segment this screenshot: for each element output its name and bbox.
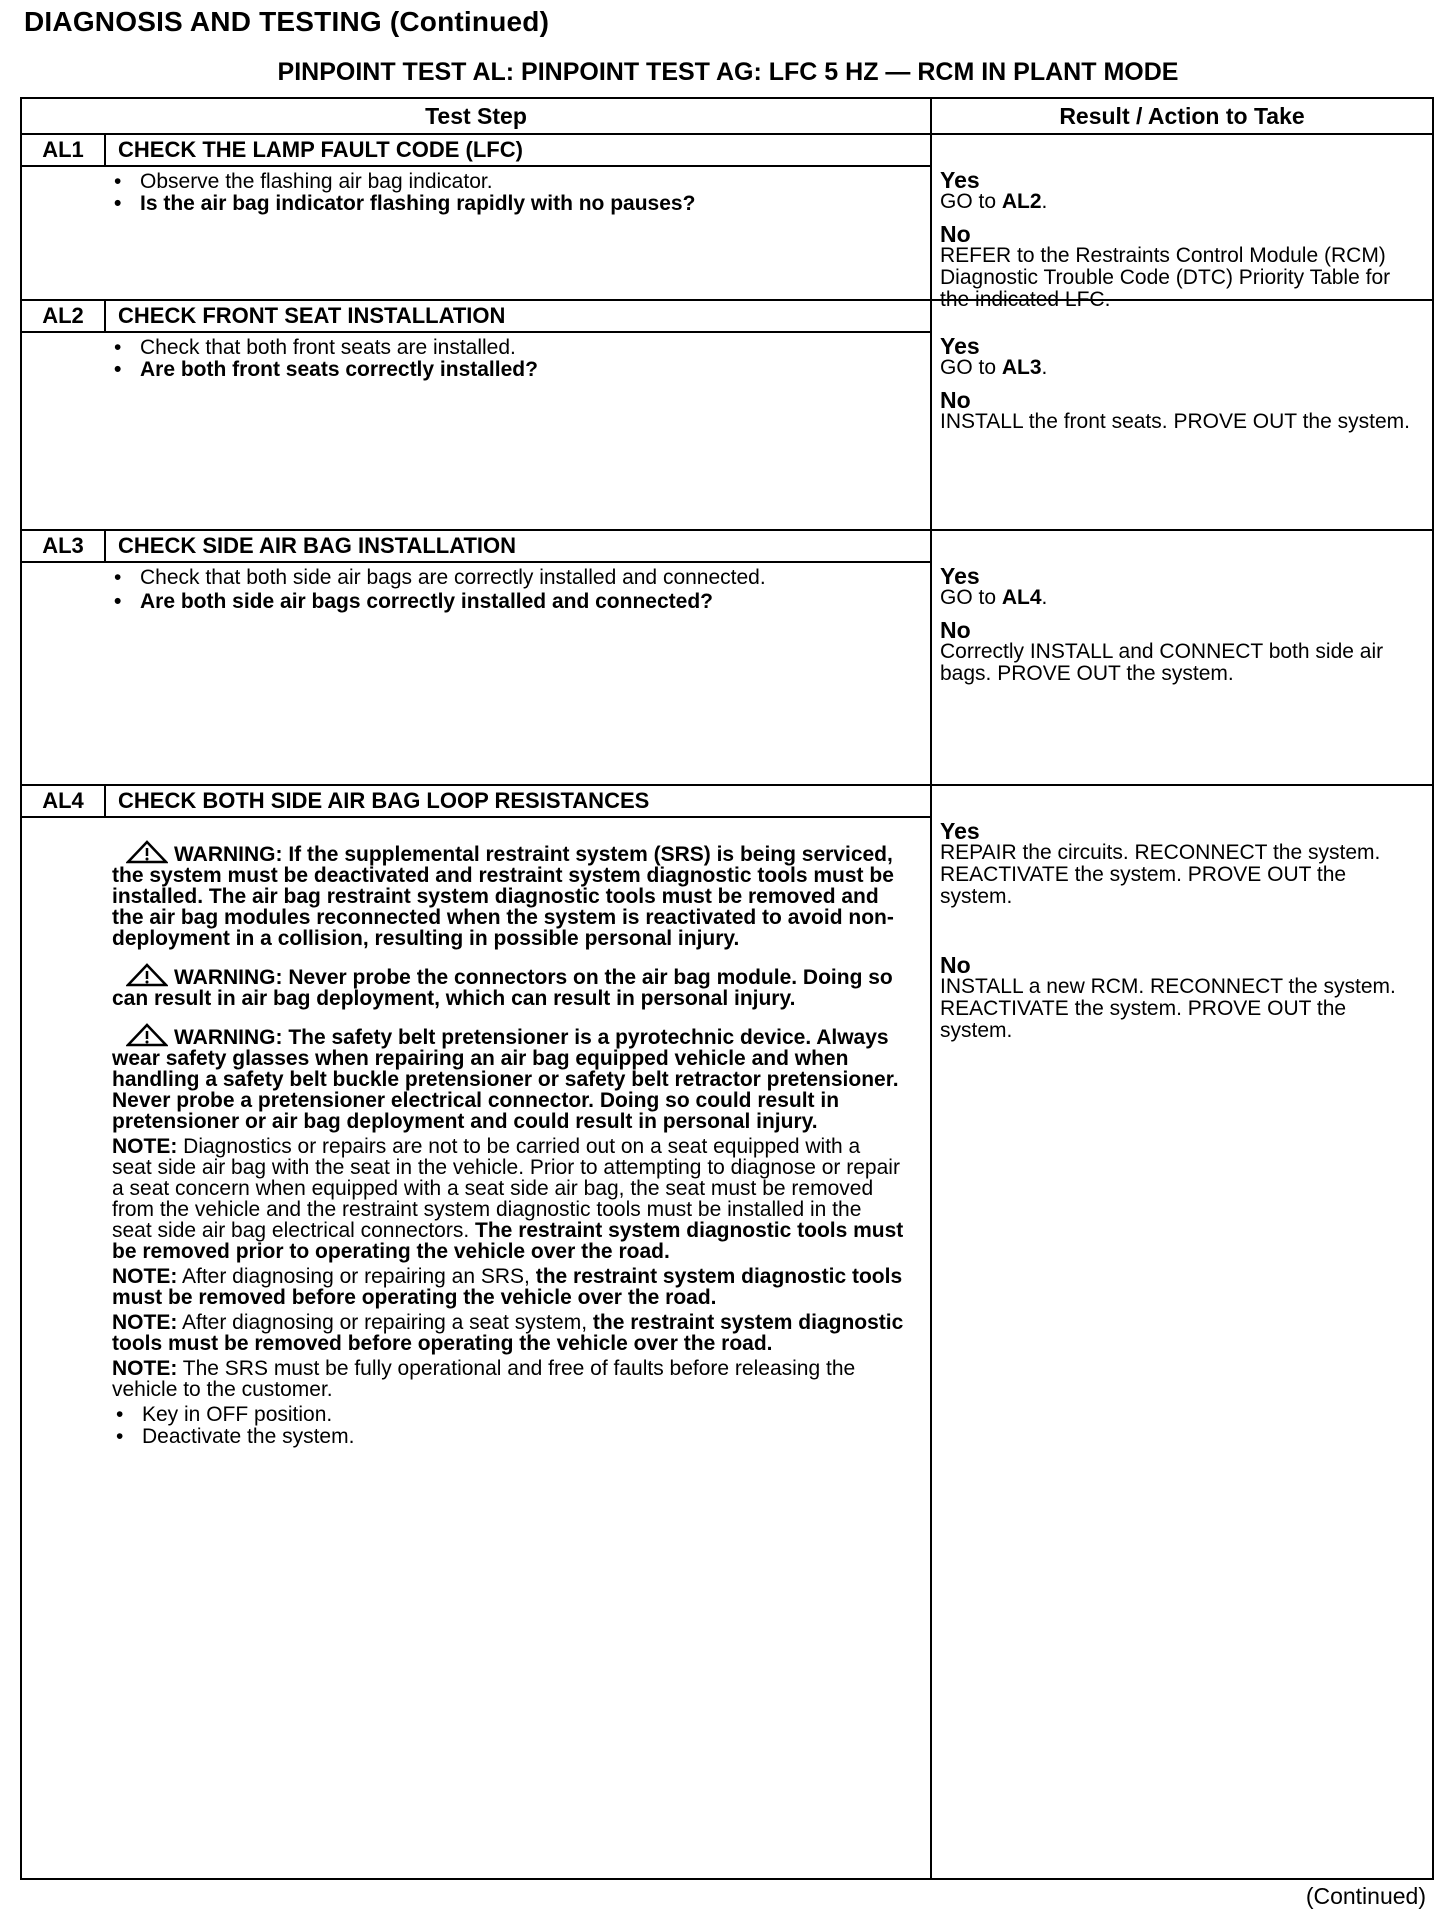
note-seat-side-airbag: NOTE: Diagnostics or repairs are not to be carried out on a seat equipped with a seat side air bag with the seat in the vehicle. Prior to attempting to diagnose or repair a seat concern when equipped with a seat side air bag, the seat must be removed from the vehicle and the restraint system diagnostic tools must be installed in the seat side air bag electrical connectors. The restraint system diagnostic tools must be removed prior to operating the vehicle over the road. [112,1135,904,1263]
yes-label: Yes [940,333,980,359]
test-step-al3 [22,531,1432,786]
step-question: • Are both front seats correctly installed? [110,359,910,381]
warning-pretensioner: WARNING: The safety belt pretensioner is a pyrotechnic device. Always wear safety glasses when repairing an air bag equipped vehicle and when handling a safety belt buckle pretensioner or safety belt retractor pretensioner. Never probe a pretensioner electrical connector. Doing so could result in pretensioner or air bag deployment and could result in personal injury. [112,1023,904,1132]
no-action: Correctly INSTALL and CONNECT both side air bags. PROVE OUT the system. [940,640,1384,685]
step-bullet: • Check that both side air bags are correctly installed and connected. [110,567,850,589]
column-header-result: Result / Action to Take [1059,103,1305,129]
step-title: CHECK FRONT SEAT INSTALLATION [118,303,506,328]
step-question: • Is the air bag indicator flashing rapidly with no pauses? [110,193,910,215]
step-title: CHECK THE LAMP FAULT CODE (LFC) [118,137,523,162]
step-header [22,786,930,818]
no-label: No [940,952,971,978]
no-action: INSTALL the front seats. PROVE OUT the system. [940,410,1410,433]
table-header-row [22,99,1432,135]
yes-action: REPAIR the circuits. RECONNECT the system. REACTIVATE the system. PROVE OUT the system. [940,841,1381,908]
step-header [22,531,930,563]
warning-triangle-icon [126,840,168,864]
step-body [22,333,930,381]
warning-srs: WARNING: If the supplemental restraint system (SRS) is being serviced, the system must be deactivated and restraint system diagnostic tools must be installed. The air bag restraint system diagnostic tools must be removed and the air bag modules reconnected when the system is reactivated to avoid non-deployment in a collision, resulting in possible personal injury. [112,840,904,949]
note-srs-operational: NOTE: The SRS must be fully operational and free of faults before releasing the vehicle to the customer. [112,1357,856,1401]
pinpoint-test-title: PINPOINT TEST AL: PINPOINT TEST AG: LFC 5 HZ — RCM IN PLANT MODE [277,58,1179,86]
note-after-seat-system: NOTE: After diagnosing or repairing a seat system, the restraint system diagnostic tools must be removed before operating the vehicle over the road. [112,1311,904,1355]
yes-action: GO to AL2. [940,190,1048,213]
step-bullet: • Key in OFF position. [112,1404,904,1426]
yes-label: Yes [940,563,980,589]
test-step-al2 [22,301,1432,531]
step-title: CHECK BOTH SIDE AIR BAG LOOP RESISTANCES [118,788,650,813]
step-header [22,135,930,167]
column-header-test-step: Test Step [425,103,527,129]
yes-label: Yes [940,167,980,193]
step-bullet: • Observe the flashing air bag indicator. [110,171,910,193]
step-title: CHECK SIDE AIR BAG INSTALLATION [118,533,517,558]
no-action: INSTALL a new RCM. RECONNECT the system. REACTIVATE the system. PROVE OUT the system. [940,975,1396,1042]
pinpoint-test-table [20,97,1434,1880]
warning-probe-connectors: WARNING: Never probe the connectors on the air bag module. Doing so can result in air bag deployment, which can result in personal injury. [112,963,904,1009]
step-bullet: • Deactivate the system. [112,1426,904,1448]
no-action: REFER to the Restraints Control Module (RCM) Diagnostic Trouble Code (DTC) Priority Table for the indicated LFC. [940,244,1391,311]
yes-action: GO to AL3. [940,356,1048,379]
result-column [940,169,1424,311]
result-column [940,335,1424,433]
page-title: DIAGNOSIS AND TESTING (Continued) [24,6,550,37]
no-label: No [940,221,971,247]
note-after-srs: NOTE: After diagnosing or repairing an SRS, the restraint system diagnostic tools must be removed before operating the vehicle over the road. [112,1265,903,1309]
warning-triangle-icon [126,963,168,987]
step-question: • Are both side air bags correctly installed and connected? [110,591,850,613]
step-body [22,563,930,613]
no-label: No [940,617,971,643]
step-id: AL3 [22,531,106,561]
no-label: No [940,387,971,413]
step-id: AL1 [22,135,106,165]
yes-action: GO to AL4. [940,586,1048,609]
step-id: AL2 [22,301,106,331]
result-column [940,565,1424,685]
step-body [22,167,930,215]
step-body [22,818,930,1448]
result-column [940,820,1424,1042]
step-id: AL4 [22,786,106,816]
yes-label: Yes [940,818,980,844]
warning-triangle-icon [126,1023,168,1047]
step-bullet: • Check that both front seats are installed. [110,337,910,359]
step-header [22,301,930,333]
test-step-al1 [22,135,1432,311]
continued-label: (Continued) [1305,1883,1426,1909]
test-step-al4 [22,786,1432,1878]
